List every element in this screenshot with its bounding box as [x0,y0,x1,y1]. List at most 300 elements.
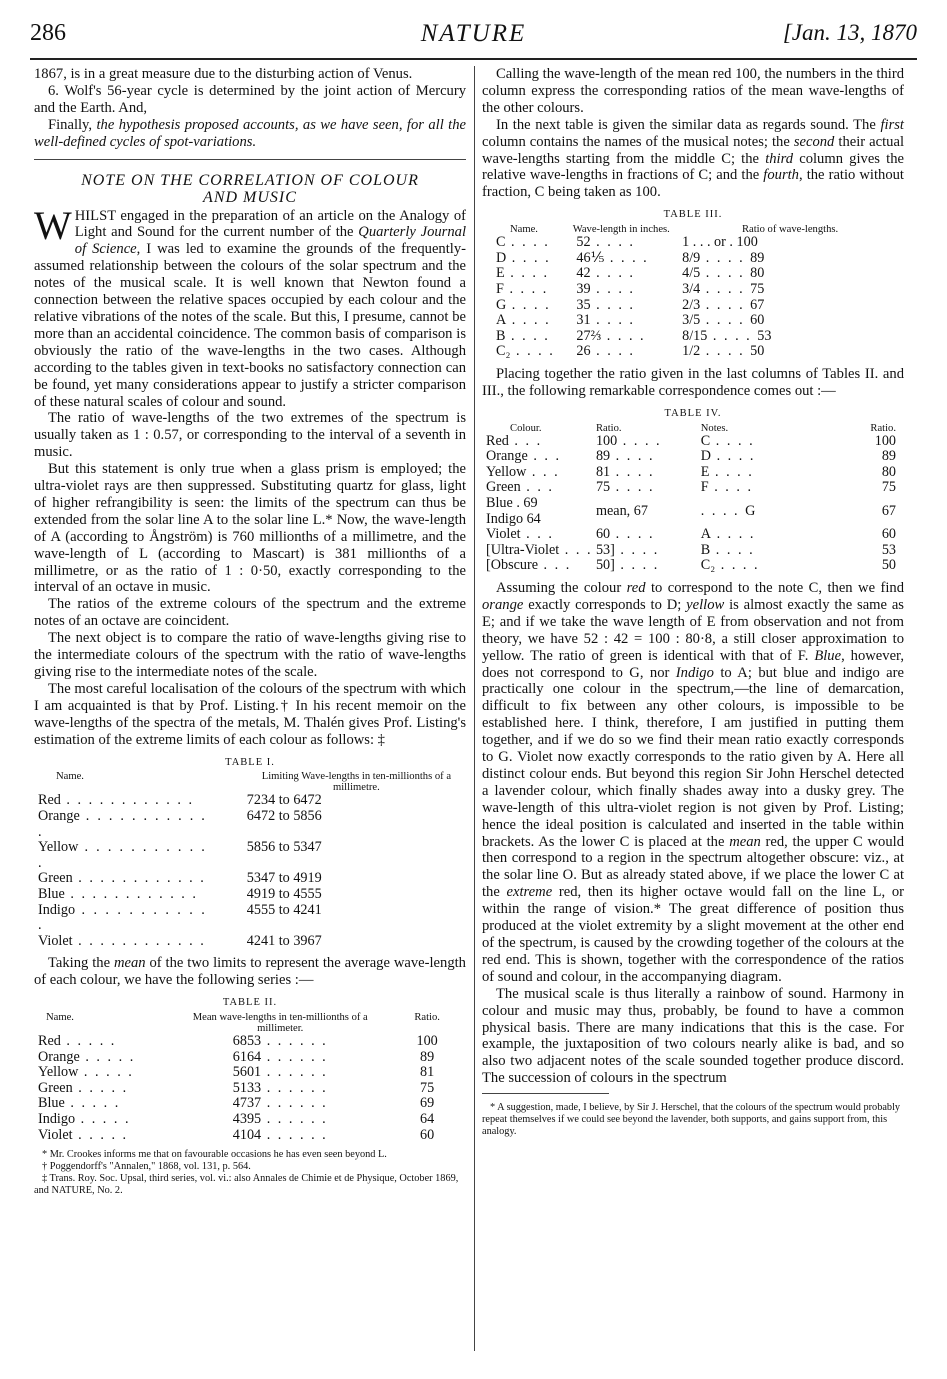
limit-sep: to [275,792,294,809]
table-row [482,329,904,345]
cell-limits [207,903,466,934]
article-title-line2: AND MUSIC [203,188,297,206]
cell-mean [172,1065,388,1081]
finally-lead: Finally, [48,116,97,133]
footnote-rule [482,1093,609,1094]
table4-caption-text: TABLE IV. [664,407,722,419]
colour-name: Yellow [486,463,527,480]
table-row [34,840,466,871]
dot-leader: . . . [508,432,543,449]
cell-mean [172,1112,388,1128]
dot-leader: . . . . [710,541,755,558]
sound-c: their actual wave-lengths starting from the middle C; the [482,133,904,167]
finally-italic: the hypothesis proposed accounts, as we have seen, for all the well-defined cycles of spot-variations. [34,116,467,150]
table-row [482,465,904,481]
assume-c: exactly corresponds to D; [523,596,687,613]
table1-header-name: Name. [56,771,84,783]
table-row [482,527,904,543]
cell-limits [207,871,466,887]
wave-value: 52 [576,234,591,251]
footnote-crookes: * Mr. Crookes informs me that on favourable occasions he has even seen beyond L. [42,1149,387,1161]
cell-name [34,1128,172,1144]
item-six: 6. Wolf's 56-year cycle is determined by the joint action of Mercury and the Earth. And, [34,82,466,116]
issue-date: [Jan. 13, 1870 [782,20,917,45]
cell-mean [172,1096,388,1112]
dot-leader: . . . . [504,265,550,282]
colour-name: Red [38,1033,61,1050]
cell-note [689,527,820,543]
table-2 [34,1012,466,1143]
cell-name [34,1050,172,1066]
limit-from: 5347 [246,870,276,887]
cell-wave [566,298,676,314]
colour-name: Red [38,792,61,809]
limit-to: 3967 [293,932,322,949]
assume-extreme: extreme [506,884,553,901]
dot-leader: . . . [538,557,572,574]
cell-name [34,1081,172,1097]
cell-ratio: 81 [420,1064,435,1081]
table-row [482,449,904,465]
intro-text-b: , I was led to examine the grounds of the frequently-assumed relationship between the colours of the solar spectrum and the notes of the musical scale. It is well known that Newton found a connection between the relative spaces occupied by each colour and the relative vibrations of the notes of the scale. But this, I presume, cannot be more than an accidental coincidence. The common basis of comparison is obviously the ratio of the wave-lengths in the two cases. Although according to the tables given in text-books no satisfactory connection can be found, yet many considerations appear to justify a stricter comparison of these natural scales of colour and sound. [34,241,466,410]
dot-leader: . . . . [700,312,751,329]
dot-leader: . . . . [590,265,635,282]
dot-leader: . . . . . . . . . . . . [60,792,194,809]
cell-name [34,934,207,950]
blue-indigo-note [689,496,820,527]
mean-text-a: Taking the [48,955,114,972]
dot-leader: . . . . . . [261,1111,328,1128]
dot-leader: . . . . [590,280,635,297]
paragraph-ratio: The ratio of wave-lengths of the two extremes of the spectrum is usually taken as 1 : 0.57, or corresponding to the interval of a seventh in music. [34,410,466,461]
blue-indigo-ratio: 67 [881,502,896,519]
cell-mean [172,1128,388,1144]
paragraph-intermediate: The next object is to compare the ratio of wave-lengths giving rise to the intermediate colours of the spectrum with the ratio of wave-lengths giving rise to the intermediate notes of the scale. [34,630,466,680]
dot-leader: . . . . . . [261,1064,328,1081]
table4-caption [482,406,904,423]
cell-ratio [676,251,904,267]
sound-a: In the next table is given the similar data as regards sound. The [496,116,881,133]
cell-limits [207,809,466,840]
cell-wave [566,282,676,298]
journal-title: NATURE [420,20,527,47]
cell-ratio [676,235,904,251]
table-row [482,251,904,267]
colour-name: Green [486,479,521,496]
table-row [482,543,904,559]
dot-leader: . . . [559,541,593,558]
cell-ratio [596,558,689,574]
paragraph-listing: The most careful localisation of the colours of the spectrum with which I am acquainted is that by Prof. Listing.† In his recent memoir on the wave-lengths of the spectra of the metals, M. Thalén gives Prof. Listing's estimation of the extreme limits of each colour as follows: ‡ [34,680,466,748]
table-row [34,1096,466,1112]
dot-leader: . . . . [601,327,646,344]
sound-d: column gives the relative wave-lengths in fractions of C; and the [482,150,904,184]
dot-leader: . . . . [711,448,756,465]
table4-row-blue-indigo [482,496,904,527]
dot-leader: . . . [520,479,554,496]
note-name: F [700,479,709,496]
assume-blue: Blue [814,647,842,664]
dot-leader: . . . . [710,432,755,449]
cell-limits [207,793,466,809]
dot-leader: . . . . . . [261,1033,328,1050]
sound-second: second [793,133,835,150]
ratio-value: 89 [750,249,765,266]
cell-limits [207,934,466,950]
table-row [482,480,904,496]
cell-ratio [676,313,904,329]
assume-d: is almost exactly the same as E; and if we take the wave length of E from observation and not from theory, we have 52 : 42 = 100 : 80·8, a still closer approximation to yellow. The ratio of green is identical with that of F. [482,596,904,664]
colour-name: Red [486,432,509,449]
colour-name: Blue [38,1095,65,1112]
footnote-poggendorff: † Poggendorff's "Annalen," 1868, vol. 131, p. 564. [42,1161,251,1173]
wave-value: 46⅕ [576,249,605,266]
colour-name: [Ultra-Violet [486,541,560,558]
continued-paragraph: 1867, is in a great measure due to the disturbing action of Venus. [34,66,413,82]
cell-note-ratio: 89 [881,448,896,465]
blue-indigo-cell [482,496,596,527]
table-row [34,1065,466,1081]
cell-mean [172,1081,388,1097]
cell-note-ratio: 50 [881,557,896,574]
colour-name: Green [38,870,73,887]
dot-leader: . . . . [614,541,660,558]
fraction: 1/2 [682,343,701,360]
fraction: 3/5 [682,312,701,329]
sound-third: third [765,150,794,167]
right-footnotes [482,1102,904,1138]
cell-name [34,1065,172,1081]
limit-to: 4919 [293,870,322,887]
table3-caption-text: TABLE III. [663,209,723,221]
limit-sep: to [275,886,294,902]
colour-name: Yellow [38,1064,79,1081]
table-4 [482,423,904,574]
column-divider [474,66,475,1351]
colour-name: Violet [38,1126,73,1143]
note-name: D [700,448,712,465]
assume-orange: orange [482,596,524,613]
footnote-upsal: ‡ Trans. Roy. Soc. Upsal, third series, vol. vi.: also Annales de Chimie et de Physique, October 1869, and NATURE, No. 2. [34,1173,459,1197]
cell-name [34,840,207,871]
fraction: 1 [682,234,690,251]
mean-value: 4104 [232,1126,262,1143]
dot-leader: . . . . . . [261,1079,328,1096]
dot-leader: . . . [526,463,560,480]
dot-leader: . . . . [506,296,551,313]
assume-mean: mean [729,833,761,850]
mean-value: 4737 [232,1095,262,1112]
wave-value: 31 [576,312,591,329]
cell-name [34,793,207,809]
dot-leader: . . . . [590,312,635,329]
cell-ratio [596,465,689,481]
sound-fourth: fourth [763,167,799,184]
dot-leader: . . . . [700,343,751,360]
cell-colour [482,558,596,574]
dot-leader: . . . . . [79,1048,136,1065]
cell-ratio [676,266,904,282]
cell-wave [566,251,676,267]
dot-leader: . . . . [610,526,655,543]
table2-header-ratio: Ratio. [414,1012,440,1024]
cell-ratio: 100 [416,1033,438,1050]
fraction: 4/5 [682,265,701,282]
table-row [482,558,904,574]
cell-colour [482,527,596,543]
table1-header-limits: Limiting Wave-lengths in ten-millionths of a millimetre. [261,771,452,794]
limit-from: 4555 [246,901,276,918]
colour-name: Blue [38,886,65,902]
cell-name [34,1034,172,1050]
limit-sep: to [275,901,294,918]
cell-note-ratio: 75 [881,479,896,496]
dot-leader: . . . . [610,463,655,480]
article-title [34,172,466,206]
cell-limits [207,840,466,871]
dot-leader: . . . [689,234,715,251]
colour-name: Green [38,1079,73,1096]
dot-leader: . . . . [590,343,635,360]
colour-name: Violet [38,932,73,949]
ratio-value: 67 [750,296,765,313]
wave-value: 26 [576,343,591,360]
dot-leader: . . . [520,526,554,543]
colour-name: [Obscure [486,557,538,574]
cell-name [482,329,566,345]
cell-colour [482,480,596,496]
note-name: A [700,526,712,543]
ratio-value: 50 [750,343,765,360]
cell-ratio [596,527,689,543]
cell-ratio: 60 [420,1126,435,1143]
dot-leader: . . . . [590,234,635,251]
assume-g: red, the upper C would then correspond to a region in the spectrum altogether obscure: viz., at the solar line O. But as already stated above, if we place the lower C at the [482,833,904,901]
cell-name [34,1096,172,1112]
limit-to: 4241 [293,901,322,918]
dot-leader: . . . . [708,479,754,496]
dot-leader: . . . . [505,327,550,344]
mean-text-b: of the two limits to represent the average wave-length of each colour, we have the following series :— [34,955,466,989]
table-row [34,1112,466,1128]
colour-name: Yellow [38,839,79,856]
ratio-value: 100 [736,234,758,251]
footnote-herschel: * A suggestion, made, I believe, by Sir J. Herschel, that the colours of the spectrum would probably repeat themselves if we could see beyond the lavender, both supports, and gains support from, this analogy. [482,1102,901,1138]
colour-name: Indigo [38,901,76,918]
wave-value: 27⅔ [576,327,602,344]
fraction: 3/4 [682,280,701,297]
fraction: 2/3 [682,296,701,313]
note-name: F [496,280,504,297]
dot-leader: . . . . . . . . . . . . [72,932,206,949]
table-row [482,298,904,314]
colour-name: Orange [38,1048,80,1065]
note-name: B [496,327,506,344]
cell-wave [566,313,676,329]
limit-to: 5856 [293,808,322,825]
ratio-value: 81 [595,463,611,480]
blue-indigo-mean: mean, 67 [595,502,648,519]
limit-to: 4555 [293,886,322,902]
assume-b: to correspond to the note C, then we find [645,579,904,596]
cell-wave [566,344,676,360]
table-row [34,903,466,934]
table4-header-colour: Colour. [510,422,542,434]
ratio-value: 75 [595,479,611,496]
limit-from: 7234 [246,792,276,809]
dot-leader: . . . . [700,280,751,297]
assume-h: red, then its higher octave would fall on the line L, or within the range of vision.* The great difference of position thus produced at the violet extremity by a slight movement at the other end of the spectrum, is caused by the crowding together of the colours at the red end. This is shown, together with the correspondence of the ratios of sound and colour, in the accompanying diagram. [482,884,904,985]
dot-leader: . . . . . [60,1033,117,1050]
table-row [34,887,466,903]
cell-note-ratio: 100 [874,432,896,449]
table-row [34,934,466,950]
intro-text-a: HILST engaged in the preparation of an article on the Analogy of Light and Sound for the current number of the [74,207,466,241]
cell-name [34,809,207,840]
paragraph-coincident: The ratios of the extreme colours of the spectrum and the extreme notes of an octave are coincident. [34,596,466,630]
dot-leader: . . . . . . . . . . . . [38,901,207,934]
dot-leader: . [725,234,737,251]
note-name: C [496,234,506,251]
note-name: B [700,541,711,558]
dot-leader: . . . . [700,249,751,266]
cell-ratio [596,449,689,465]
dot-leader: . . . . . . . . . . . . [72,870,206,887]
dot-leader: . . . . [711,526,756,543]
cell-name [482,344,566,360]
ratio-value: 53 [757,327,772,344]
cell-name [34,871,207,887]
ratio-value: 50] [595,557,615,574]
cell-limits [207,887,466,903]
table-row [34,1050,466,1066]
sound-e: , the ratio without fraction, C being taken as 100. [482,167,904,201]
assume-a: Assuming the colour [496,579,627,596]
colour-name: Indigo [38,1111,76,1128]
fraction: 8/15 [682,327,708,344]
dot-leader: . . . . [610,448,655,465]
cell-note [689,543,820,559]
limit-sep: to [275,932,294,949]
table2-caption [34,995,466,1012]
article-title-line1: NOTE ON THE CORRELATION OF COLOUR [81,171,419,189]
paragraph-assuming [482,580,904,986]
note-name: C₂ [496,343,511,360]
cell-name [482,282,566,298]
cell-note-ratio: 53 [881,541,896,558]
table-row [34,809,466,840]
colour-name: Orange [486,448,528,465]
table-row [482,434,904,450]
cell-name [482,235,566,251]
cell-ratio [676,282,904,298]
cell-ratio [676,344,904,360]
blue-label: Blue . 69 [486,495,538,511]
dot-leader: . . . . . . . . . . . . [38,808,207,840]
left-footnotes [34,1149,466,1197]
table2-header-name: Name. [46,1012,74,1024]
journal-name: Quarterly Journal of Science [74,224,467,258]
cell-note-ratio: 80 [881,463,896,480]
table-row [34,1034,466,1050]
table-row [482,235,904,251]
ratio-value: 89 [595,448,611,465]
blue-indigo-note-value: G [745,502,756,519]
cell-colour [482,543,596,559]
wave-value: 42 [576,265,591,282]
colour-name: Orange [38,808,80,825]
dot-leader: . . . . [590,296,635,313]
note-name: A [496,312,507,329]
note-name: D [496,249,507,266]
table-row [482,313,904,329]
limit-sep: to [275,870,294,887]
dot-leader: . . . . . [78,1064,134,1081]
table2-caption-text: TABLE II. [222,997,278,1009]
wave-value: 35 [576,296,591,313]
cell-wave [566,235,676,251]
ratio-value: 53] [595,541,615,558]
ratio-value: 100 [595,432,618,449]
assume-e: , however, does not correspond to G, nor [482,647,904,681]
dot-leader: . . . . [604,249,649,266]
dot-leader: . . . . . [75,1111,131,1128]
paragraph-mean [34,955,466,989]
cell-name [482,266,566,282]
cell-mean [172,1034,388,1050]
table3-caption [482,207,904,224]
section-rule [34,159,466,160]
limit-from: 4919 [246,886,276,902]
sound-first: first [880,116,904,133]
ratio-value: 80 [750,265,765,282]
dot-leader: . . . . . [72,1079,129,1096]
dot-leader: . . . . [715,557,760,574]
mean-value: 5601 [232,1064,262,1081]
dot-leader: . . . . [700,296,751,313]
limit-to: 6472 [293,792,322,809]
cell-ratio: 69 [420,1095,435,1112]
dot-leader: . . . . [707,327,758,344]
table1-caption [34,755,466,772]
dot-leader: . . . . . . [261,1048,328,1065]
dot-leader: . . . . [510,343,555,360]
table-row [482,266,904,282]
dot-leader: . . . . [614,557,660,574]
wave-value: 39 [576,280,591,297]
assume-f: to A; but blue and indigo are practically one colour in the spectrum,—the line of demarcation, difficult to fix between any other colours, is impossible to be established here. I think, therefore, I am justified in putting them together, and if we do so we find their mean ratio exactly corresponds to G. Violet now exactly corresponds to the ratio given by A. Here all distinct colour ends. But beyond this region Sir John Herschel detected a lavender colour, which finally shades away into a dusky grey. The wave-length of this ultra-violet region is not given by Prof. Listing; hence the ideal position is calculated and inserted in the table within brackets. As the lower C is placed at the [482,664,904,850]
mean-value: 5133 [232,1079,262,1096]
fraction: 8/9 [682,249,701,266]
table3-header-wave: Wave-length in inches. [572,224,670,236]
cell-name [482,298,566,314]
cell-wave [566,266,676,282]
table-row [34,1081,466,1097]
cell-note [689,434,820,450]
colour-name: Violet [486,526,521,543]
paragraph-placing: Placing together the ratio given in the last columns of Tables II. and III., the following remarkable correspondence comes out :— [482,365,904,399]
table1-caption-text: TABLE I. [225,756,275,768]
left-column [34,66,466,1197]
cell-note [689,449,820,465]
note-name: C [700,432,711,449]
limit-sep: to [275,808,294,825]
dot-leader: . . . . [506,249,551,266]
dot-leader: . . . . [610,479,655,496]
table-row [482,282,904,298]
note-name: C₂ [700,557,716,574]
assume-indigo: Indigo [675,664,714,681]
